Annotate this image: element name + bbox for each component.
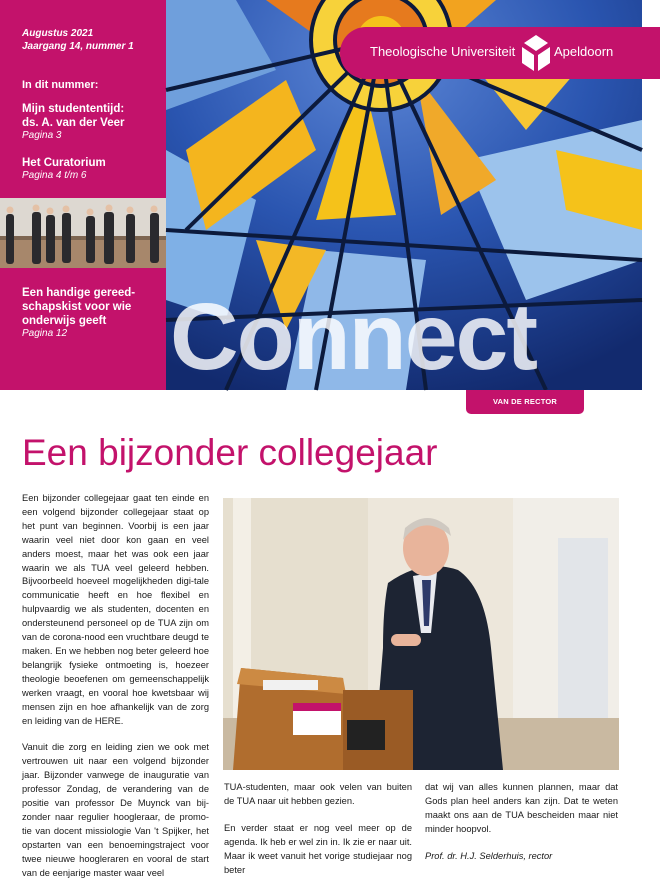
contents-item-page: Pagina 4 t/m 6 — [22, 170, 87, 181]
masthead-title: Connect — [170, 284, 536, 390]
contents-sidebar — [0, 0, 166, 390]
contents-item-title: Een handige gereed- — [22, 287, 136, 299]
section-label: VAN DE RECTOR — [466, 390, 584, 414]
stained-glass-cover-image — [166, 0, 642, 390]
rector-speaking-photo — [223, 498, 619, 770]
issue-date: Augustus 2021 — [22, 28, 94, 39]
contents-item-gereedschapskist[interactable] — [22, 286, 135, 340]
brand-name-right: Apeldoorn — [554, 44, 614, 59]
article-paragraph: Vanuit die zorg en leiding zien we ook met vertrouwen uit naar een volgend bijzonder jaar. Bijzonder vanwege de inauguratie van professor Zondag, de verandering van de positie van professor De Muynck van bij-zonder naar regulier hoogleraar, de promo-tie van docent missiologie Van 't Spijker, het opstarten van een benoemingstraject voor twee nieuwe hoogleraren en vooral de start van de eenjarige master waar veel — [22, 742, 209, 878]
contents-item-curatorium[interactable] — [22, 156, 106, 182]
article-title: Een bijzonder collegejaar — [22, 432, 438, 473]
article-paragraph: En verder staat er nog veel meer op de agenda. Ik heb er wel zin in. Ik zie er naar uit. Maar ik weet vanuit het vorige studiejaar nog beter — [224, 822, 412, 875]
article-column-2 — [224, 781, 412, 890]
article-paragraph: Een bijzonder collegejaar gaat ten einde en een volgend bijzonder collegejaar staat op het punt van beginnen. Voorbij is een jaar waarin veel niet door kon gaan en veel anders moest, maar het was ook een jaar waarin we als TUA veel geleerd hebben. Bijvoorbeeld hoeveel mogelijkheden digi-tale communicatie heeft en hoe flexibel en hulpvaardig we als studenten, docenten en ondersteunend personeel op de TUA zijn om van de corona-nood een vruchtbare deugd te maken. En we hebben nog beter geleerd hoe belangrijk fysieke ontmoeting is, hoezeer theologie beoefenen om gemeenschappelijk werken vraagt, en vooral hoe kwetsbaar wij mensen zijn en hoe afhankelijk van de zorg en leiding van de HERE. — [22, 493, 209, 726]
contents-item-title: Het Curatorium — [22, 157, 106, 169]
curatorium-group-photo — [0, 198, 166, 268]
article-column-1 — [22, 492, 209, 893]
contents-item-page: Pagina 3 — [22, 130, 62, 141]
contents-item-page: Pagina 12 — [22, 328, 68, 339]
contents-item-title: onderwijs geeft — [22, 315, 107, 327]
article-paragraph: TUA-studenten, maar ook velen van buiten de TUA naar uit hebben gezien. — [224, 782, 412, 806]
contents-item-title: Mijn studententijd: — [22, 103, 125, 115]
contents-heading: In dit nummer: — [22, 79, 99, 91]
university-logo-icon — [520, 33, 552, 73]
university-brand-banner — [340, 27, 660, 79]
contents-item-title: ds. A. van der Veer — [22, 117, 125, 129]
article-signature: Prof. dr. H.J. Selderhuis, rector — [425, 850, 553, 861]
contents-item-title: schapskist voor wie — [22, 301, 132, 313]
contents-item-studententijd[interactable] — [22, 102, 124, 142]
brand-name-left: Theologische Universiteit — [370, 44, 516, 59]
article-column-3 — [425, 781, 618, 877]
issue-info — [22, 27, 134, 53]
issue-volume: Jaargang 14, nummer 1 — [22, 41, 134, 52]
article-paragraph: dat wij van alles kunnen plannen, maar dat Gods plan heel anders kan zijn. Dat te weten maakt ons aan de TUA bescheiden maar niet minder hoopvol. — [425, 782, 618, 834]
